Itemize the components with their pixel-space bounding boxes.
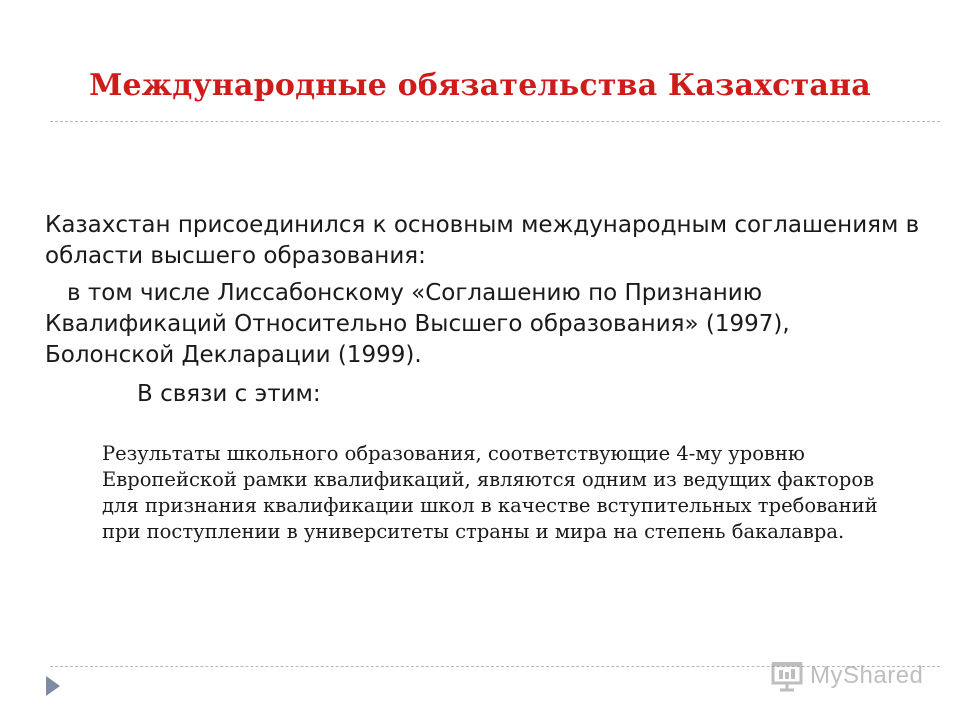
projector-screen-icon	[770, 659, 804, 693]
next-slide-arrow-icon[interactable]	[46, 676, 60, 696]
title-divider	[50, 121, 940, 122]
watermark-logo	[770, 656, 923, 696]
paragraph-school-results: Результаты школьного образования, соответствующие 4-му уровню Европейской рамки квалификаций, являются одним из ведущих факторов для признания квалификации школ в качестве вступительных требований при поступлении в университеты страны и мира на степень бакалавра.	[102, 442, 878, 543]
watermark-text: MyShared	[810, 662, 924, 689]
paragraph-agreements: в том числе Лиссабонскому «Соглашению по Признанию Квалификаций Относительно Высшего образования» (1997), Болонской Декларации (1999).	[45, 280, 790, 368]
main-text-block	[45, 210, 925, 410]
slide-title: Международные обязательства Казахстана	[89, 68, 871, 103]
paragraph-accession: Казахстан присоединился к основным международным соглашениям в области высшего образования:	[45, 212, 920, 269]
paragraph-therefore: В связи с этим:	[137, 381, 321, 407]
